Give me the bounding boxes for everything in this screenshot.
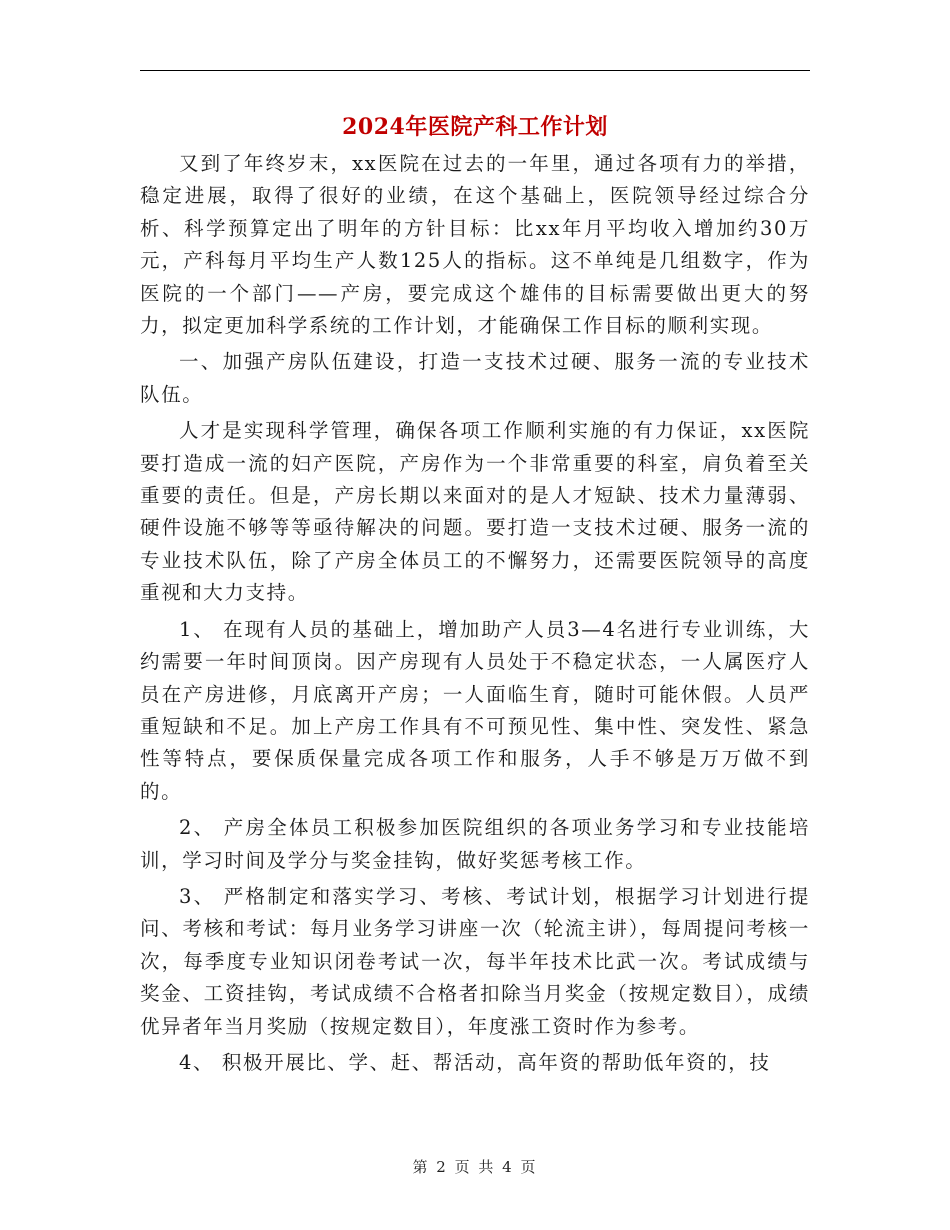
paragraph-talent: 人才是实现科学管理，确保各项工作顺利实施的有力保证，xx医院要打造成一流的妇产医院，产房作为一个非常重要的科室，肩负着至关重要的责任。但是，产房长期以来面对的是人才短缺、技术力量薄弱、硬件设施不够等等亟待解决的问题。要打造一支技术过硬、服务一流的专业技术队伍，除了产房全体员工的不懈努力，还需要医院领导的高度重视和大力支持。 <box>140 419 810 605</box>
document-body <box>140 148 810 1083</box>
paragraph-intro: 又到了年终岁末，xx医院在过去的一年里，通过各项有力的举措，稳定进展，取得了很好的业绩，在这个基础上，医院领导经过综合分析、科学预算定出了明年的方针目标：比xx年月平均收入增加约30万元，产科每月平均生产人数125人的指标。这不单纯是几组数字，作为医院的一个部门——产房，要完成这个雄伟的目标需要做出更大的努力，拟定更加科学系统的工作计划，才能确保工作目标的顺利实现。 <box>140 152 810 338</box>
list-item-1: 1、 在现有人员的基础上，增加助产人员3—4名进行专业训练，大约需要一年时间顶岗。因产房现有人员处于不稳定状态，一人属医疗人员在产房进修，月底离开产房；一人面临生育，随时可能休假。人员严重短缺和不足。加上产房工作具有不可预见性、集中性、突发性、紧急性等特点，要保质保量完成各项工作和服务，人手不够是万万做不到的。 <box>140 617 810 803</box>
page-number: 第 2 页 共 4 页 <box>412 1158 538 1176</box>
document-title: 2024年医院产科工作计划 <box>342 114 608 140</box>
section-heading-1: 一、加强产房队伍建设，打造一支技术过硬、服务一流的专业技术队伍。 <box>140 350 810 406</box>
list-item-4: 4、 积极开展比、学、赶、帮活动，高年资的帮助低年资的，技 <box>179 1050 771 1074</box>
list-item-2: 2、 产房全体员工积极参加医院组织的各项业务学习和专业技能培训，学习时间及学分与奖金挂钩，做好奖惩考核工作。 <box>140 816 810 872</box>
header-rule <box>140 70 810 71</box>
list-item-3: 3、 严格制定和落实学习、考核、考试计划，根据学习计划进行提问、考核和考试：每月业务学习讲座一次（轮流主讲），每周提问考核一次，每季度专业知识闭卷考试一次，每半年技术比武一次。考试成绩与奖金、工资挂钩，考试成绩不合格者扣除当月奖金（按规定数目），成绩优异者年当月奖励（按规定数目），年度涨工资时作为参考。 <box>140 884 810 1038</box>
